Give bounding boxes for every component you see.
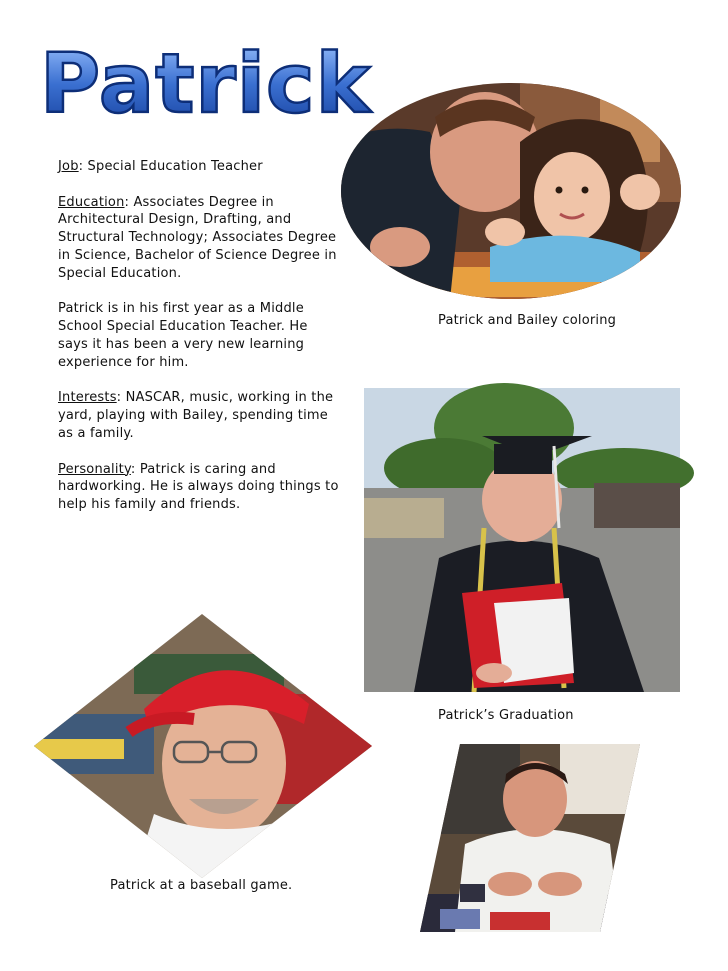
- education-line: [58, 194, 340, 283]
- personality-label: Personality: [58, 461, 131, 477]
- job-label: Job: [58, 159, 79, 174]
- bio-section: [58, 158, 340, 532]
- education-label: Education: [58, 194, 125, 210]
- personality-value: : Patrick is caring and hardworking. He is always doing things to help his family and friends.: [58, 461, 339, 513]
- job-value: : Special Education Teacher: [78, 159, 263, 174]
- baseball-caption: Patrick at a baseball game.: [110, 878, 293, 893]
- graduation-photo: [364, 388, 680, 692]
- interests-value: : NASCAR, music, working in the yard, playing with Bailey, spending time as a family.: [58, 390, 334, 441]
- interests-label: Interests: [58, 390, 117, 406]
- table-photo: [420, 744, 640, 932]
- education-value: : Associates Degree in Architectural Design, Drafting, and Structural Technology; Associates Degree in Science, Bachelor of Science Degree in Special Education.: [58, 194, 337, 281]
- coloring-caption: Patrick and Bailey coloring: [438, 313, 617, 328]
- job-line: [58, 158, 340, 176]
- page-title: [36, 20, 372, 140]
- personality-line: [58, 461, 340, 514]
- baseball-photo: [34, 614, 372, 878]
- title-text: Patrick: [40, 37, 372, 132]
- coloring-photo: [340, 82, 682, 300]
- interests-line: [58, 389, 340, 442]
- first-year-paragraph: Patrick is in his first year as a Middle School Special Education Teacher. He says it has been a very new learning experience for him.: [58, 301, 308, 370]
- graduation-caption: Patrick’s Graduation: [438, 708, 574, 723]
